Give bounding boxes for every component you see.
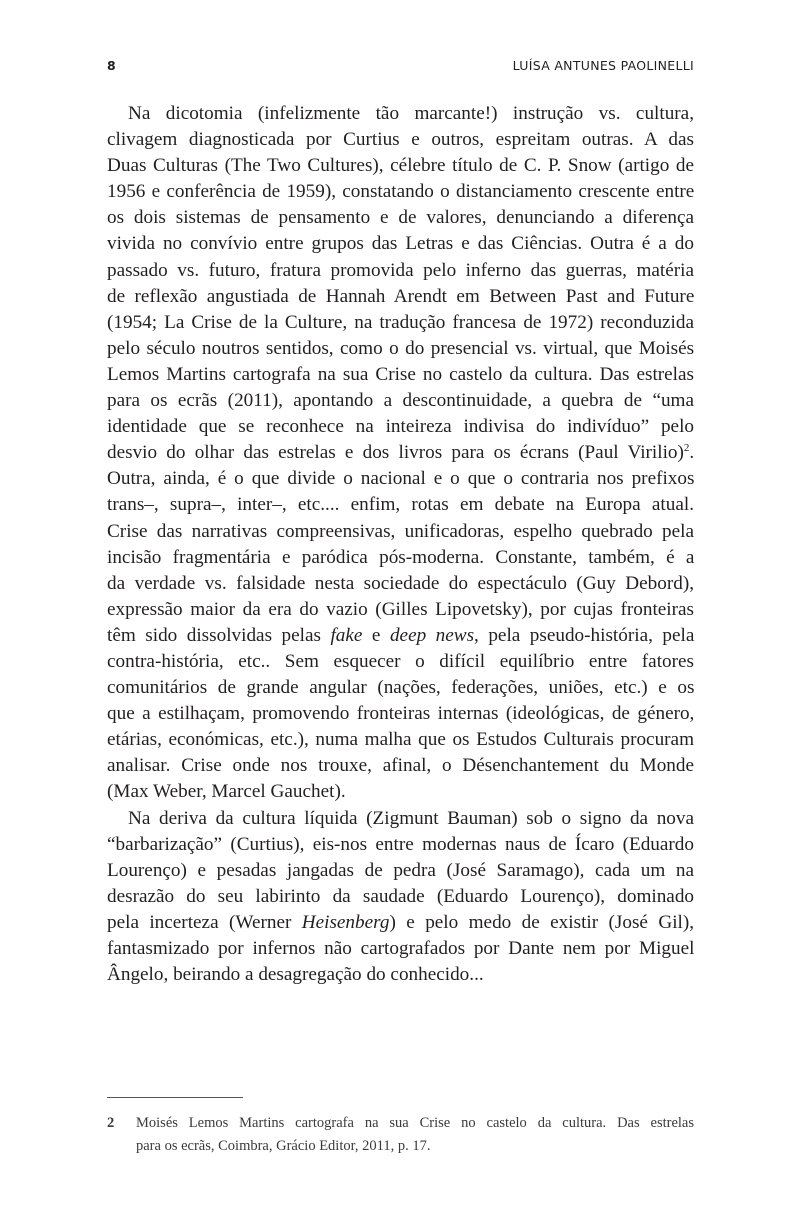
text-segment: , pela pseudo-história, pela [474,624,695,646]
text-line: da verdade vs. falsidade nesta sociedade do espectáculo (Guy Debord), [107,572,695,594]
italic-term: Heisenberg [301,911,390,933]
text-line: Lemos Martins cartografa na sua Crise no castelo da cultura. Das estrelas [107,363,694,385]
text-segment: desvio do olhar das estrelas e dos livros para os écrans (Paul Virilio) [107,442,684,464]
footnote-number: 2 [107,1115,115,1131]
footnote-text [136,1112,694,1158]
text-line: etárias, económicas, etc.), numa malha que os Estudos Culturais procuram [107,729,694,751]
text-line: passado vs. futuro, fratura promovida pelo inferno das guerras, matéria [107,259,694,281]
text-line: Na deriva da cultura líquida (Zigmunt Bauman) sob o signo da nova [128,807,694,829]
paragraph-1 [107,101,694,806]
text-line: Lourenço) e pesadas jangadas de pedra (José Saramago), cada um na [107,859,695,881]
text-line: analisar. Crise onde nos trouxe, afinal, o Désenchantement du Monde [107,755,694,777]
text-segment: e [362,624,390,646]
text-line: clivagem diagnosticada por Curtius e outros, espreitam outras. A das [107,129,694,151]
text-line-with-italics [107,623,694,649]
text-line: de reflexão angustiada de Hannah Arendt em Between Past and Future [107,285,695,307]
italic-term: deep news [389,624,475,646]
footnote-reference[interactable]: 2 [683,442,690,455]
text-segment: têm sido dissolvidas pelas [107,624,331,646]
text-line-with-footnote [107,440,694,466]
text-line: fantasmizado por infernos não cartografados por Dante nem por Miguel [107,938,695,959]
footnote-separator [107,1097,243,1098]
footnote-line: Moisés Lemos Martins cartografa na sua Crise no castelo da cultura. Das estrelas [136,1115,694,1131]
text-line: Na dicotomia (infelizmente tão marcante!) instrução vs. cultura, [128,103,694,124]
text-line-with-italics [107,910,694,936]
text-line: pelo século noutros sentidos, como o do presencial vs. virtual, que Moisés [107,337,695,359]
text-line: Outra, ainda, é o que divide o nacional e o que o contraria nos prefixos [107,468,695,490]
text-line: “barbarização” (Curtius), eis-nos entre modernas naus de Ícaro (Eduardo [107,833,694,855]
running-head-author: LUÍSA ANTUNES PAOLINELLI [512,58,694,73]
footnote-line: para os ecrãs, Coimbra, Grácio Editor, 2011, p. 17. [136,1138,431,1154]
italic-term: fake [330,624,363,646]
text-segment: . [689,442,695,464]
text-line: incisão fragmentária e paródica pós-moderna. Constante, também, é a [107,546,695,568]
text-line: para os ecrãs (2011), apontando a descontinuidade, a quebra de “uma [107,390,694,412]
text-line: comunitários de grande angular (nações, federações, uniões, etc.) e os [107,677,695,699]
footnote [107,1112,694,1158]
text-line: desrazão do seu labirinto da saudade (Eduardo Lourenço), dominado [107,885,695,907]
text-line: expressão maior da era do vazio (Gilles Lipovetsky), por cujas fronteiras [107,598,694,620]
text-line: identidade que se reconhece na inteireza indivisa do indivíduo” pelo [107,416,694,438]
text-line: Duas Culturas (The Two Cultures), célebre título de C. P. Snow (artigo de [107,155,694,177]
text-line: contra-história, etc.. Sem esquecer o difícil equilíbrio entre fatores [107,650,694,672]
text-line: Crise das narrativas compreensivas, unificadoras, espelho quebrado pela [107,520,694,542]
running-header [107,58,694,78]
text-line: vivida no convívio entre grupos das Letras e das Ciências. Outra é a do [107,233,694,255]
text-segment: ) e pelo medo de existir (José Gil), [389,911,695,933]
text-line: (Max Weber, Marcel Gauchet). [107,781,346,803]
text-line: 1956 e conferência de 1959), constatando o distanciamento crescente entre [107,181,695,203]
page-number: 8 [107,58,116,73]
text-line: os dois sistemas de pensamento e de valores, denunciando a diferença [107,207,694,229]
body-text [107,101,694,988]
text-line: trans–, supra–, inter–, etc.... enfim, rotas em debate na Europa atual. [107,494,694,516]
paragraph-2 [107,806,694,989]
text-line: Ângelo, beirando a desagregação do conhecido... [107,964,484,986]
text-segment: pela incerteza (Werner [107,911,302,933]
text-line: que a estilhaçam, promovendo fronteiras internas (ideológicas, de género, [107,703,695,725]
text-line: (1954; La Crise de la Culture, na tradução francesa de 1972) reconduzida [107,311,694,333]
